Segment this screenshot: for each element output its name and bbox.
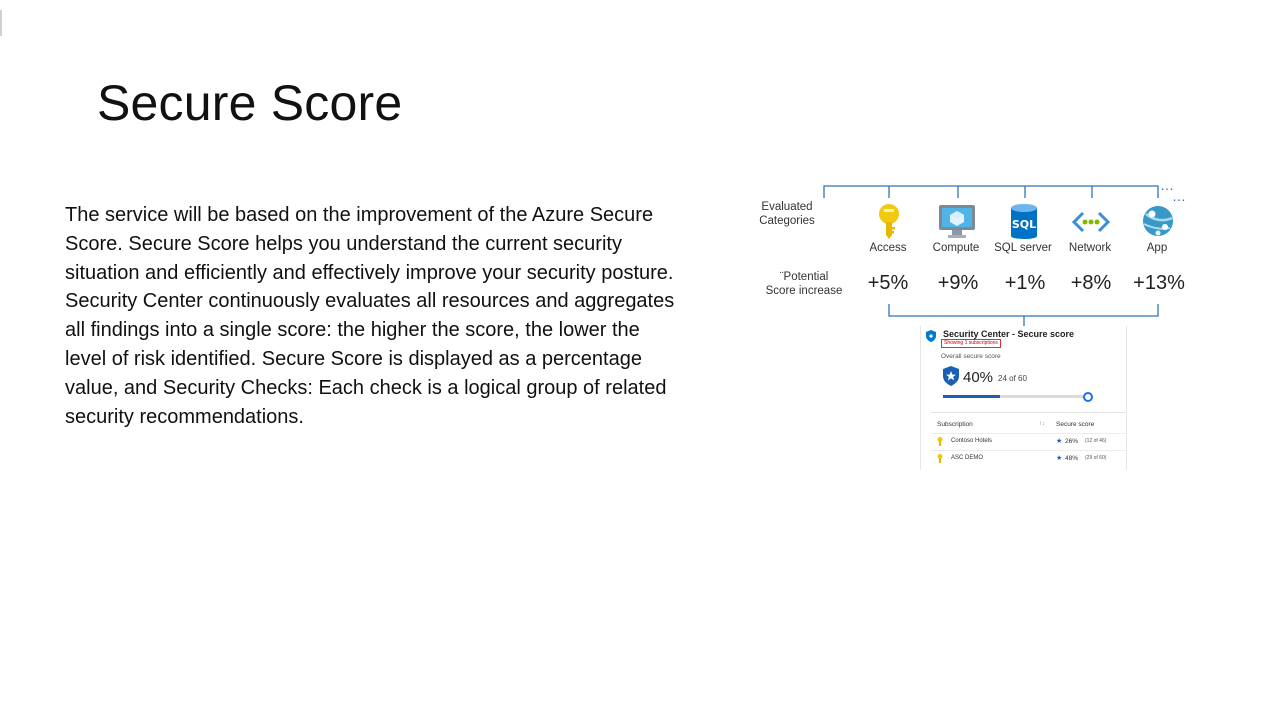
key-icon — [937, 454, 943, 463]
sort-icon[interactable]: ↑↓ — [1039, 421, 1045, 427]
star-icon: ★ — [1056, 438, 1063, 445]
category-increase-app: +13% — [1133, 272, 1185, 294]
app-service-icon — [1138, 202, 1178, 242]
overall-score-percent: 40% — [963, 369, 994, 386]
column-header-subscription[interactable]: Subscription — [937, 421, 973, 428]
secure-score-shield-icon — [943, 366, 959, 386]
overall-score-bar-fill — [943, 395, 1000, 398]
subscription-score: 26% — [1065, 438, 1079, 445]
key-icon — [869, 202, 909, 242]
category-increase-sql-server: +1% — [1004, 272, 1046, 294]
slide-body-text: The service will be based on the improvement of the Azure Secure Score. Secure Score helps you understand the current security situation and efficiently and effectively improve your security posture. Security Center continuously evaluates all resources and aggregates all findings into a single score: the higher the score, the lower the level of risk identified. Secure Score is displayed as a percentage value, and Security Checks: Each check is a logical group of related security recommendations. — [65, 204, 675, 428]
network-icon — [1071, 202, 1111, 242]
category-name-sql-server: SQL server — [994, 242, 1052, 254]
evaluated-label-line2: Categories — [759, 215, 815, 227]
subscriptions-note[interactable]: Showing 1 subscriptions — [941, 339, 1001, 348]
secure-score-panel — [920, 326, 1127, 470]
monitor-icon — [937, 202, 977, 242]
category-name-app: App — [1146, 242, 1168, 254]
category-increase-network: +8% — [1070, 272, 1112, 294]
star-icon: ★ — [1056, 455, 1063, 462]
score-bar-knob — [1083, 392, 1093, 402]
panel-divider — [931, 412, 1126, 413]
subscription-name: ASC DEMO — [951, 455, 984, 461]
ellipsis-bottom: … — [1172, 188, 1186, 204]
subscription-score-detail: (29 of 60) — [1085, 455, 1107, 461]
potential-score-label — [758, 270, 850, 298]
sql-database-icon — [1004, 202, 1044, 242]
potential-label-line2: Score increase — [765, 285, 843, 297]
slide-title: Secure Score — [97, 75, 403, 131]
shield-icon — [926, 330, 936, 342]
subscription-score-detail: (12 of 46) — [1085, 438, 1107, 444]
ellipsis-top: … — [1160, 177, 1174, 193]
overall-score-count: 24 of 60 — [998, 374, 1027, 383]
evaluated-label-line1: Evaluated — [761, 201, 813, 213]
category-name-compute: Compute — [932, 242, 980, 254]
category-increase-access: +5% — [867, 272, 909, 294]
category-increase-compute: +9% — [937, 272, 979, 294]
potential-label-line1: ¨Potential — [779, 271, 829, 283]
panel-title: Security Center - Secure score — [943, 329, 1075, 339]
subscription-score: 48% — [1065, 455, 1079, 462]
evaluated-categories-label — [752, 200, 822, 228]
subscription-name: Contoso Hotels — [951, 438, 993, 444]
sql-icon-text: SQL — [1011, 218, 1037, 231]
column-header-secure-score[interactable]: Secure score — [1056, 421, 1095, 428]
category-name-access: Access — [869, 242, 907, 254]
overall-score-label: Overall secure score — [941, 353, 1001, 360]
category-name-network: Network — [1068, 242, 1112, 254]
table-row[interactable] — [931, 450, 1126, 467]
table-row[interactable] — [931, 433, 1126, 450]
key-icon — [937, 437, 943, 446]
overall-score-bar — [943, 395, 1086, 398]
